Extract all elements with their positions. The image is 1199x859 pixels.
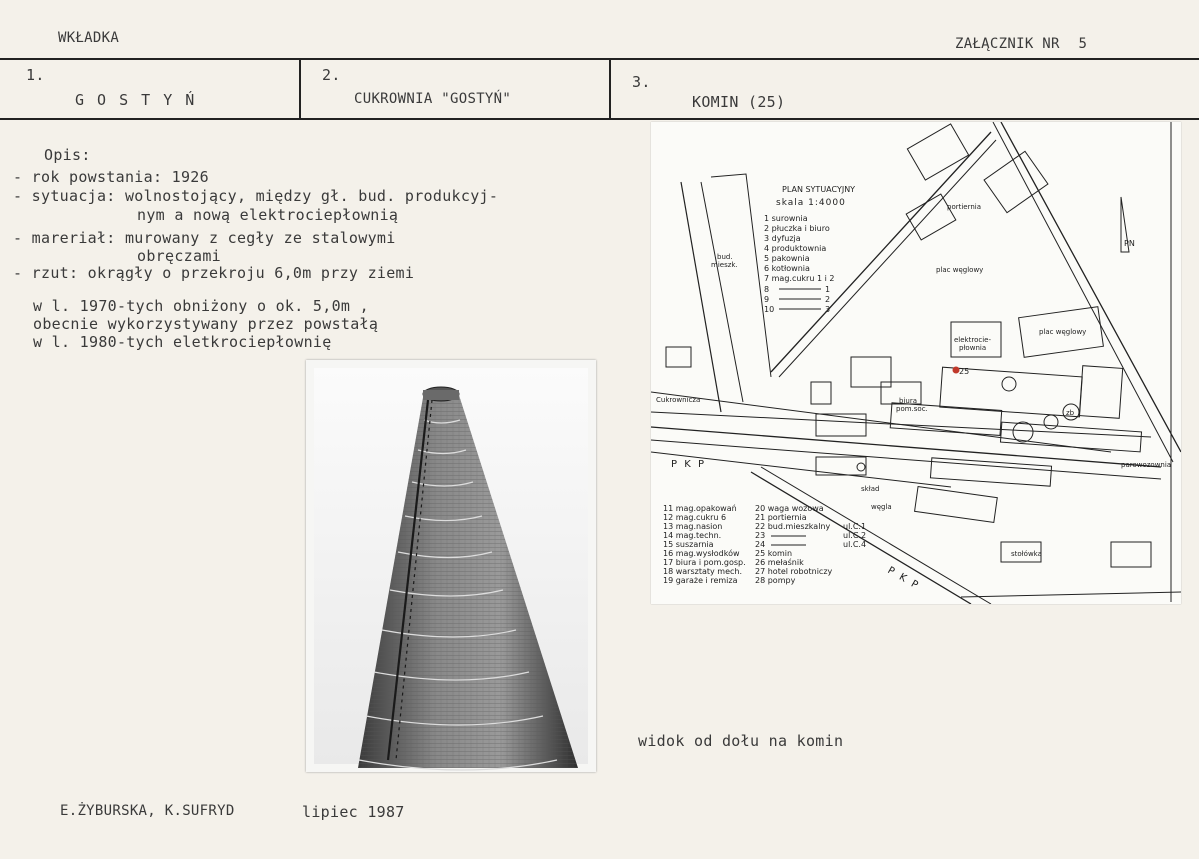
map-label-gatehouse: portiernia: [947, 203, 982, 211]
map-label-coal: węgla: [871, 503, 892, 511]
site-plan-map: [651, 122, 1181, 604]
map-legend-item: 28 pompy: [755, 576, 796, 585]
description-line: - mareriał: murowany z cegły ze stalowymi: [13, 229, 396, 247]
map-legend-item: 16 mag.wysłodków: [663, 549, 740, 558]
top-rule: [0, 58, 1199, 60]
map-legend-item: 6 kotłownia: [764, 264, 810, 273]
attachment-number: 5: [1078, 36, 1088, 52]
map-label-social: pom.soc.: [896, 405, 928, 413]
description-line: nym a nową elektrociepłownią: [137, 206, 399, 224]
field-3-value: KOMIN (25): [692, 93, 786, 111]
note-line: obecnie wykorzystywany przez powstałą: [33, 315, 379, 333]
map-legend-item: 13 mag.nasion: [663, 522, 723, 531]
map-legend-item: 15 suszarnia: [663, 540, 714, 549]
map-label-coal-yard-2: plac węglowy: [1039, 328, 1087, 336]
authors: E.ŻYBURSKA, K.SUFRYD: [60, 803, 235, 819]
map-legend-item: 4 produktownia: [764, 244, 827, 253]
map-legend-item: 22 bud.mieszkalny: [755, 522, 831, 531]
map-legend-track-number: 3: [825, 305, 831, 314]
description-line: - sytuacja: wolnostojący, między gł. bud. produkcyj-: [13, 187, 499, 205]
site-plan-drawing: [651, 122, 1181, 604]
map-north-label: PN: [1124, 239, 1135, 248]
map-legend-item: 11 mag.opakowań: [663, 504, 737, 513]
map-legend-item: 23: [755, 531, 766, 540]
attachment-text: ZAŁĄCZNIK NR: [955, 36, 1060, 52]
insert-label: WKŁADKA: [58, 30, 120, 46]
map-legend-item: 27 hotel robotniczy: [755, 567, 833, 576]
chimney-photo-image: [306, 360, 596, 772]
map-label-power-plant-2: płownia: [959, 344, 987, 352]
map-label-coal-yard: plac węglowy: [936, 266, 984, 274]
field-3-number: 3.: [632, 73, 651, 91]
divider-2: [609, 58, 611, 120]
chimney-photo: [306, 360, 596, 772]
map-legend-item: 24: [755, 540, 766, 549]
map-legend-item: 7 mag.cukru 1 i 2: [764, 274, 835, 283]
map-street-label: ul.C.4: [843, 540, 867, 549]
field-2-number: 2.: [322, 66, 341, 84]
map-label-residential-2: mieszk.: [711, 261, 738, 269]
map-street-label: ul.C.1: [843, 522, 867, 531]
map-label-residential: bud.: [717, 253, 733, 261]
note-line: w l. 1980-tych eletkrociepłownię: [33, 333, 332, 351]
map-legend-item: 18 warsztaty mech.: [663, 567, 743, 576]
description-line: - rzut: okrągły o przekroju 6,0m przy ziemi: [13, 264, 415, 282]
description-heading: Opis:: [44, 146, 91, 164]
map-legend-item: 3 dyfuzja: [764, 234, 801, 243]
map-label-canteen: stołówka: [1011, 550, 1042, 558]
map-legend-track-number: 2: [825, 295, 831, 304]
map-legend-item: 17 biura i pom.gosp.: [663, 558, 746, 567]
map-label-engine-shed: parowozownia: [1121, 461, 1172, 469]
bottom-rule: [0, 118, 1199, 120]
map-label-zb: zb: [1066, 409, 1075, 417]
map-legend-item: 2 płuczka i biuro: [764, 224, 830, 233]
map-legend-item: 26 mełaśnik: [755, 558, 804, 567]
map-title: PLAN SYTUACYJNY: [782, 185, 856, 194]
map-scale: skala 1:4000: [776, 198, 846, 208]
map-chimney-label: 25: [959, 367, 970, 376]
field-1-value: G O S T Y Ń: [75, 91, 197, 109]
date: lipiec 1987: [302, 803, 405, 821]
map-label-railway: P K P: [671, 459, 706, 470]
description-line: obręczami: [137, 247, 221, 265]
map-legend-item: 20 waga wozowa: [755, 504, 824, 513]
map-label-railway-2: P K P: [885, 565, 922, 593]
field-1-number: 1.: [26, 66, 45, 84]
map-label-warehouse: skład: [861, 485, 880, 493]
note-line: w l. 1970-tych obniżony o ok. 5,0m ,: [33, 297, 369, 315]
map-legend-item: 21 portiernia: [755, 513, 807, 522]
field-2-value: CUKROWNIA "GOSTYŃ": [354, 91, 512, 107]
map-legend-item: 14 mag.techn.: [663, 531, 722, 540]
map-label-street: Cukrownicza: [656, 396, 701, 404]
map-legend-item: 1 surownia: [764, 214, 808, 223]
photo-caption: widok od dołu na komin: [638, 732, 844, 750]
divider-1: [299, 58, 301, 120]
map-legend-item: 12 mag.cukru 6: [663, 513, 727, 522]
map-legend-track-number: 1: [825, 285, 831, 294]
map-label-offices: biura: [899, 397, 917, 405]
map-legend-item: 25 komin: [755, 549, 793, 558]
attachment-label: [955, 36, 1087, 52]
map-legend-item: 9: [764, 295, 770, 304]
map-label-power-plant: elektrocie-: [954, 336, 991, 344]
map-legend-item: 5 pakownia: [764, 254, 810, 263]
map-legend-item: 10: [764, 305, 775, 314]
map-legend-item: 19 garaże i remiza: [663, 576, 738, 585]
description-line: - rok powstania: 1926: [13, 168, 209, 186]
map-legend-item: 8: [764, 285, 770, 294]
map-street-label: ul.C.2: [843, 531, 867, 540]
